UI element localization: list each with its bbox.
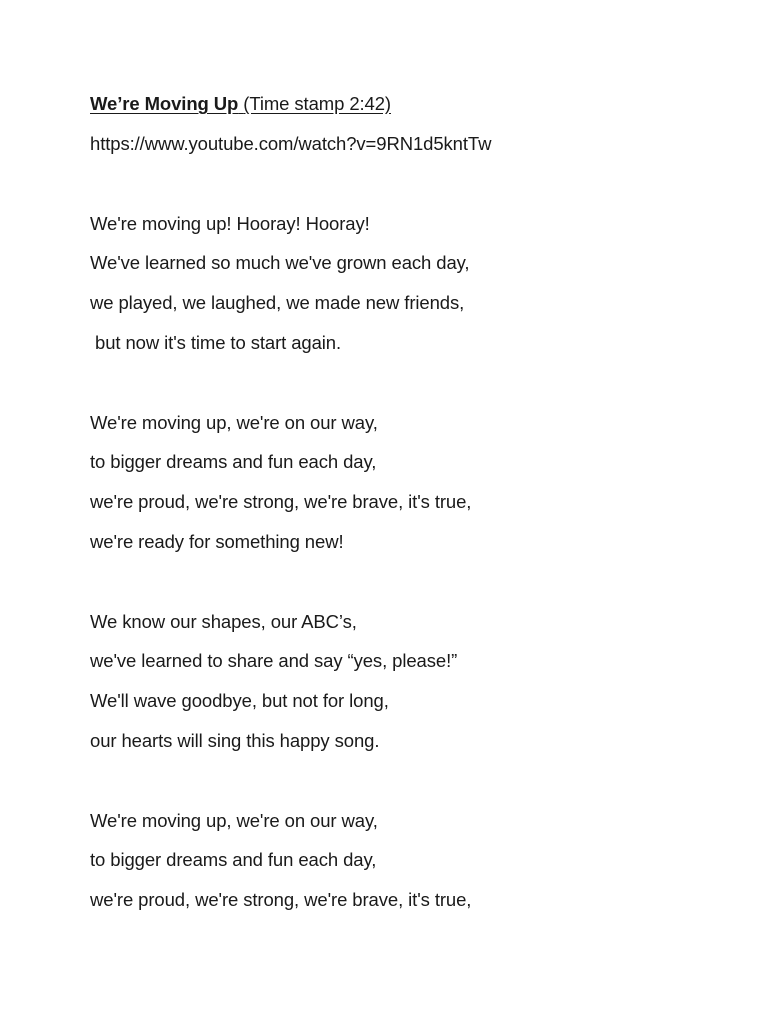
lyric-line: we're proud, we're strong, we're brave, it's true, [90, 889, 472, 911]
stanza-spacer [90, 769, 710, 793]
lyric-line: We're moving up, we're on our way, [90, 809, 378, 831]
lyric-line: but now it's time to start again. [90, 331, 342, 353]
lyric-line: we played, we laughed, we made new friends, [90, 292, 465, 314]
lyric-line: we've learned to share and say “yes, please!” [90, 650, 458, 672]
stanza-spacer [90, 570, 710, 594]
stanza-2 [90, 411, 710, 554]
stanza-spacer [90, 172, 710, 196]
lyric-line: We're moving up, we're on our way, [90, 411, 378, 433]
lyric-line: we're proud, we're strong, we're brave, it's true, [90, 491, 472, 513]
song-title: We’re Moving Up [90, 93, 239, 114]
song-timestamp: (Time stamp 2:42) [243, 93, 391, 114]
lyric-line: We know our shapes, our ABC’s, [90, 610, 357, 632]
lyric-line: to bigger dreams and fun each day, [90, 849, 377, 871]
stanza-4 [90, 809, 710, 913]
lyric-line: We'll wave goodbye, but not for long, [90, 690, 389, 712]
video-url: https://www.youtube.com/watch?v=9RN1d5kntTw [90, 133, 492, 154]
lyric-line: We're moving up! Hooray! Hooray! [90, 212, 370, 234]
lyric-line: to bigger dreams and fun each day, [90, 451, 377, 473]
song-title-line [90, 92, 710, 116]
stanza-3 [90, 610, 710, 753]
lyric-line: we're ready for something new! [90, 530, 344, 552]
lyric-line: our hearts will sing this happy song. [90, 729, 380, 751]
stanza-spacer [90, 371, 710, 395]
lyric-line: We've learned so much we've grown each day, [90, 252, 470, 274]
lyrics-content [90, 92, 710, 928]
stanza-1 [90, 212, 710, 355]
